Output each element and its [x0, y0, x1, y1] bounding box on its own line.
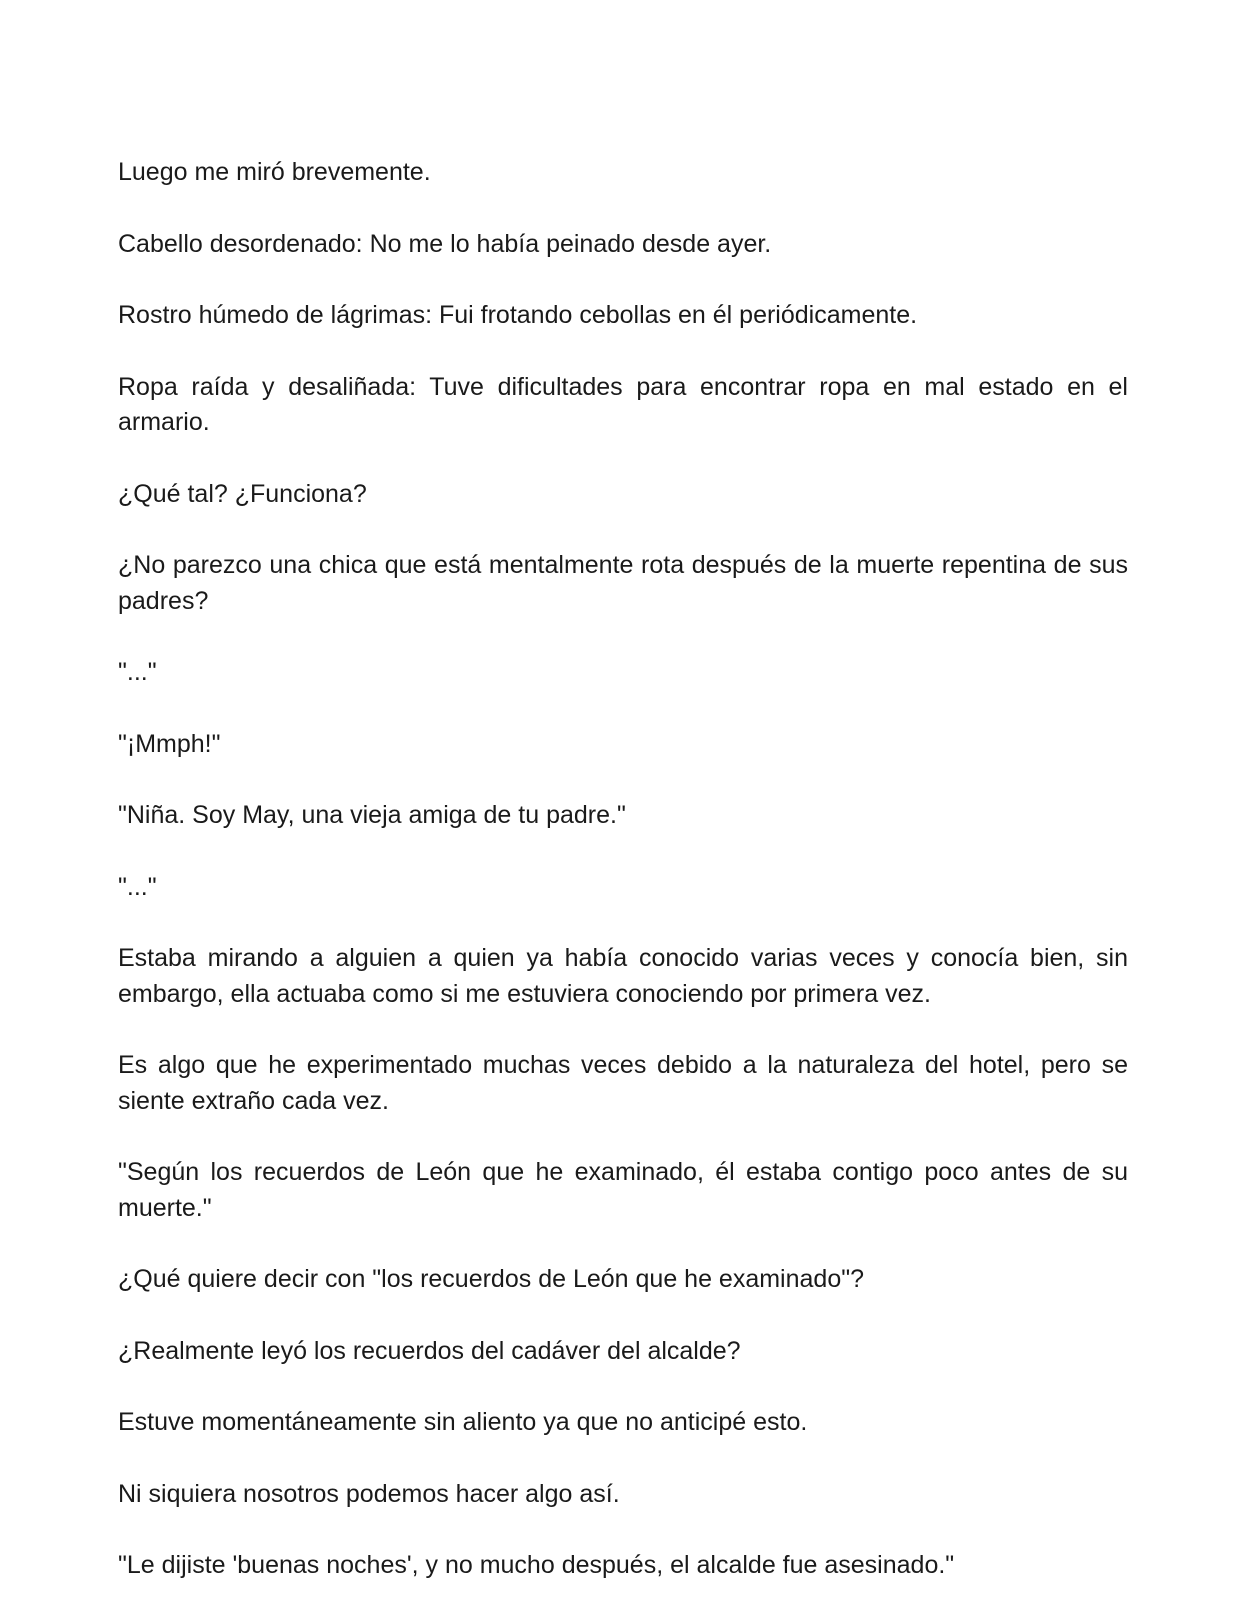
paragraph: Cabello desordenado: No me lo había peinado desde ayer. [118, 229, 772, 258]
paragraph: ¿No parezco una chica que está mentalmente rota después de la muerte repentina de sus padres? [118, 551, 1128, 615]
paragraph: "..." [118, 872, 157, 901]
paragraph: Estaba mirando a alguien a quien ya había conocido varias veces y conocía bien, sin embargo, ella actuaba como si me estuviera conociendo por primera vez. [118, 944, 1128, 1008]
paragraph: Luego me miró brevemente. [118, 158, 431, 186]
paragraph: "Niña. Soy May, una vieja amiga de tu padre." [118, 801, 626, 829]
paragraph: ¿Qué tal? ¿Funciona? [118, 479, 367, 508]
paragraph: ¿Qué quiere decir con "los recuerdos de León que he examinado"? [118, 1265, 864, 1293]
paragraph: ¿Realmente leyó los recuerdos del cadáver del alcalde? [118, 1336, 741, 1365]
paragraph: Estuve momentáneamente sin aliento ya que no anticipé esto. [118, 1408, 808, 1436]
document-body [118, 155, 1128, 1584]
paragraph: "¡Mmph!" [118, 729, 221, 758]
paragraph: Rostro húmedo de lágrimas: Fui frotando cebollas en él periódicamente. [118, 301, 918, 329]
paragraph: "Según los recuerdos de León que he examinado, él estaba contigo poco antes de su muerte." [118, 1158, 1128, 1222]
paragraph: "..." [118, 658, 157, 686]
paragraph: Ropa raída y desaliñada: Tuve dificultades para encontrar ropa en mal estado en el armario. [118, 372, 1128, 436]
paragraph: "Le dijiste 'buenas noches', y no mucho después, el alcalde fue asesinado." [118, 1551, 955, 1579]
paragraph: Ni siquiera nosotros podemos hacer algo así. [118, 1479, 620, 1508]
paragraph: Es algo que he experimentado muchas veces debido a la naturaleza del hotel, pero se siente extraño cada vez. [118, 1051, 1128, 1115]
